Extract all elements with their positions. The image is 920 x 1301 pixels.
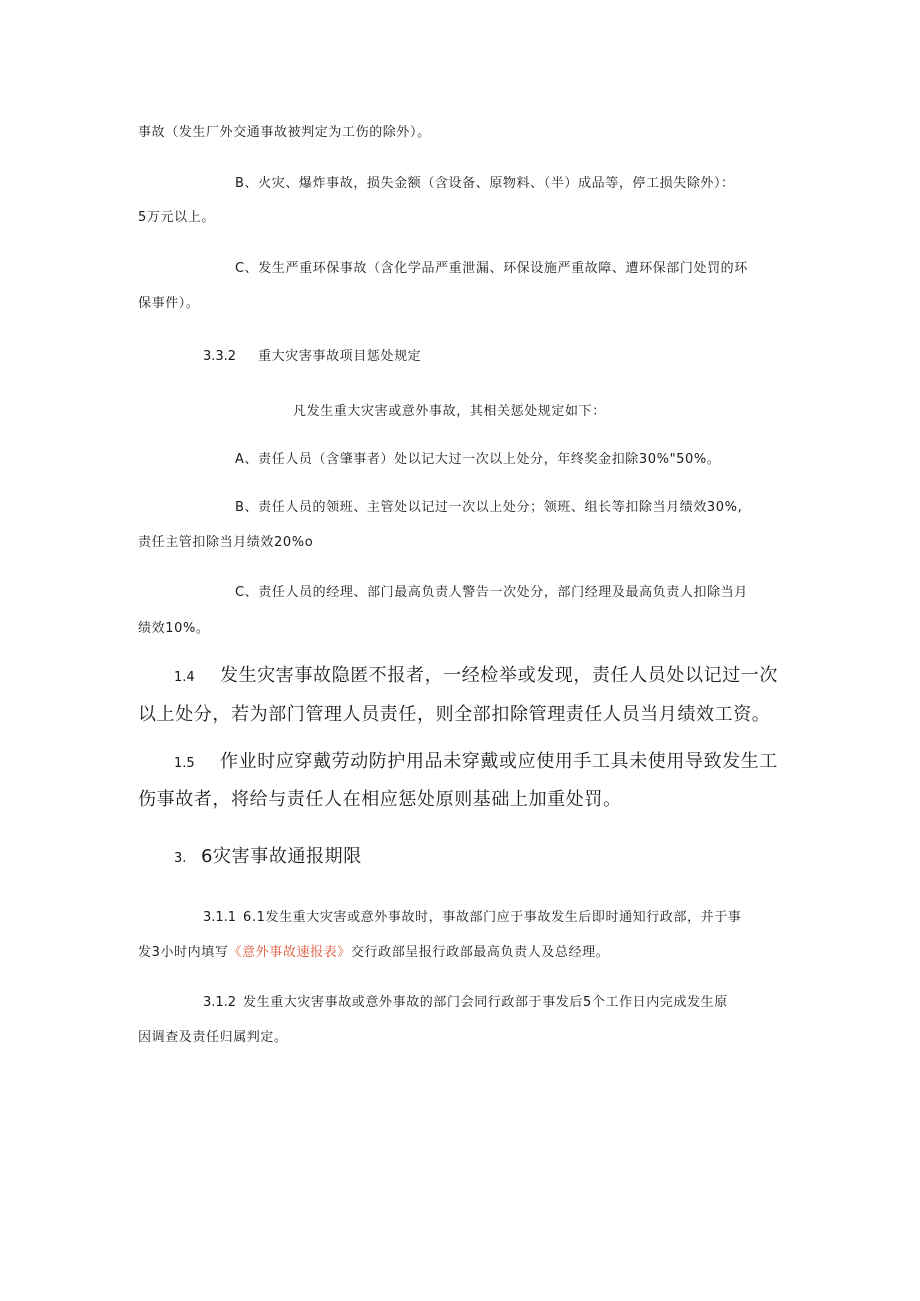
section-3-1-2-line1 xyxy=(203,991,853,1010)
section-title: 6灾害事故通报期限 xyxy=(201,846,362,867)
section-1-5-line1 xyxy=(174,747,824,773)
section-text: 发3小时内填写 xyxy=(138,945,229,960)
item-b-line2: 5万元以上。 xyxy=(138,210,215,225)
item-c-line2: 保事件）。 xyxy=(138,296,200,311)
section-number: 3. xyxy=(174,851,187,866)
section-number: 3.1.2 xyxy=(203,995,237,1010)
section-1-4-line1 xyxy=(174,661,824,687)
item-c-line1: C、发生严重环保事故（含化学品严重泄漏、环保设施严重故障、遭环保部门处罚的环 xyxy=(235,261,748,276)
section-text: 作业时应穿戴劳动防护用品未穿戴或应使用手工具未使用导致发生工 xyxy=(220,751,778,772)
section-text: 交行政部呈报行政部最高负责人及总经理。 xyxy=(350,945,610,960)
paragraph-intro: 凡发生重大灾害或意外事故，其相关惩处规定如下： xyxy=(293,404,606,419)
penalty-c-line2: 绩效10%。 xyxy=(138,621,210,636)
penalty-c-line1: C、责任人员的经理、部门最高负责人警告一次处分，部门经理及最高负责人扣除当月 xyxy=(235,585,748,600)
form-name-link[interactable]: 《意外事故速报表》 xyxy=(228,945,351,960)
section-number: 3.3.2 xyxy=(203,349,237,364)
section-heading-3-3-2 xyxy=(203,345,853,364)
section-1-5-line2: 伤事故者，将给与责任人在相应惩处原则基础上加重处罚。 xyxy=(138,789,622,810)
section-3-1-2-line2: 因调查及责任归属判定。 xyxy=(138,1030,288,1045)
section-text: 6.1发生重大灾害或意外事故时，事故部门应于事故发生后即时通知行政部，并于事 xyxy=(243,910,742,925)
item-b-line1: B、火灾、爆炸事故，损失金额（含设备、原物料、（半）成品等，停工损失除外）： xyxy=(235,176,735,191)
section-text: 发生灾害事故隐匿不报者，一经检举或发现，责任人员处以记过一次 xyxy=(220,665,778,686)
section-number: 3.1.1 xyxy=(203,910,237,925)
section-3-1-1-line2 xyxy=(138,941,788,960)
penalty-b-line1: B、责任人员的领班、主管处以记过一次以上处分；领班、组长等扣除当月绩效30%, xyxy=(235,500,743,515)
penalty-b-line2: 责任主管扣除当月绩效20%o xyxy=(138,535,314,550)
section-number: 1.4 xyxy=(174,670,195,685)
section-heading-3-6 xyxy=(174,842,824,868)
penalty-a: A、责任人员（含肇事者）处以记大过一次以上处分，年终奖金扣除30%"50%。 xyxy=(235,452,721,467)
section-1-4-line2: 以上处分，若为部门管理人员责任，则全部扣除管理责任人员当月绩效工资。 xyxy=(138,704,771,725)
section-text: 发生重大灾害事故或意外事故的部门会同行政部于事发后5个工作日内完成发生原 xyxy=(243,995,728,1010)
paragraph-text: 事故（发生厂外交通事故被判定为工伤的除外）。 xyxy=(138,125,431,140)
section-title: 重大灾害事故项目惩处规定 xyxy=(258,349,422,364)
section-number: 1.5 xyxy=(174,756,195,771)
section-3-1-1-line1 xyxy=(203,906,853,925)
